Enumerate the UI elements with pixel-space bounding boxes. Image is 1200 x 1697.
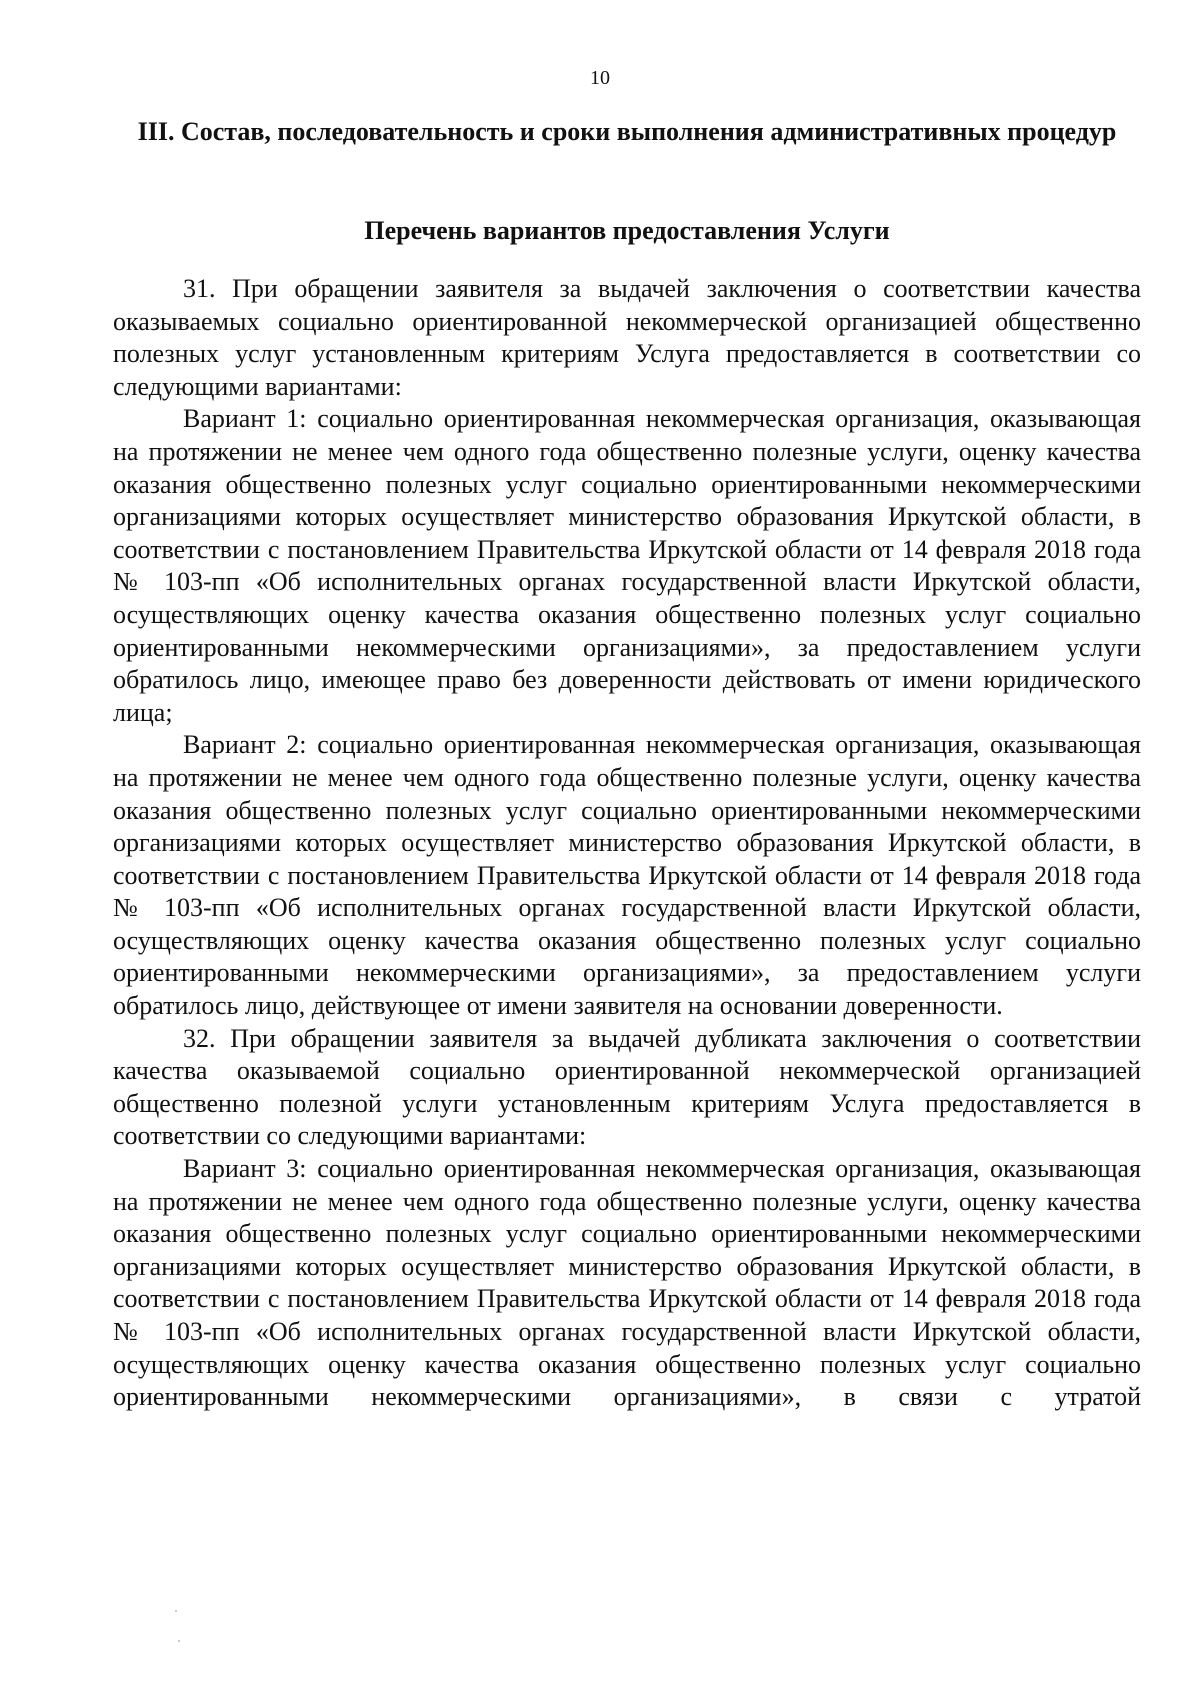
paragraph-variant-1: Вариант 1: социально ориентированная некоммерческая организация, оказывающая на протяжении не менее чем одного года общественно полезные услуги, оценку качества оказания общественно полезных услуг социально ориентированными некоммерческими организациями которых осуществляет министерство образования Иркутской области, в соответствии с постановлением Правительства Иркутской области от 14 февраля 2018 года № 103-пп «Об исполнительных органах государственной власти Иркутской области, осуществляющих оценку качества оказания общественно полезных услуг социально ориентированными некоммерческими организациями», за предоставлением услуги обратилось лицо, имеющее право без доверенности действовать от имени юридического лица; [113, 404, 1141, 727]
paragraph-variant-2: Вариант 2: социально ориентированная некоммерческая организация, оказывающая на протяжении не менее чем одного года общественно полезные услуги, оценку качества оказания общественно полезных услуг социально ориентированными некоммерческими организациями которых осуществляет министерство образования Иркутской области, в соответствии с постановлением Правительства Иркутской области от 14 февраля 2018 года № 103-пп «Об исполнительных органах государственной власти Иркутской области, осуществляющих оценку качества оказания общественно полезных услуг социально ориентированными некоммерческими организациями», за предоставлением услуги обратилось лицо, действующее от имени заявителя на основании доверенности. [113, 730, 1141, 1021]
page-number: 10 [590, 67, 610, 89]
scan-artifact [178, 1640, 180, 1642]
paragraph-variant-3: Вариант 3: социально ориентированная некоммерческая организация, оказывающая на протяжении не менее чем одного года общественно полезные услуги, оценку качества оказания общественно полезных услуг социально ориентированными некоммерческими организациями которых осуществляет министерство образования Иркутской области, в соответствии с постановлением Правительства Иркутской области от 14 февраля 2018 года № 103-пп «Об исполнительных органах государственной власти Иркутской области, осуществляющих оценку качества оказания общественно полезных услуг социально ориентированными некоммерческими организациями», в связи с утратой [113, 1154, 1141, 1412]
paragraph-32: 32. При обращении заявителя за выдачей дубликата заключения о соответствии качества оказываемой социально ориентированной некоммерческой организацией общественно полезной услуги установленным критериям Услуга предоставляется в соответствии со следующими вариантами: [113, 1023, 1141, 1151]
subsection-title: Перечень вариантов предоставления Услуги [364, 216, 890, 245]
section-title: III. Состав, последовательность и сроки выполнения административных процедур [137, 117, 1117, 146]
scan-artifact [175, 1610, 177, 1612]
document-body [113, 115, 1141, 1414]
paragraph-31: 31. При обращении заявителя за выдачей заключения о соответствии качества оказываемых социально ориентированной некоммерческой организацией общественно полезных услуг установленным критериям Услуга предоставляется в соответствии со следующими вариантами: [113, 274, 1141, 401]
